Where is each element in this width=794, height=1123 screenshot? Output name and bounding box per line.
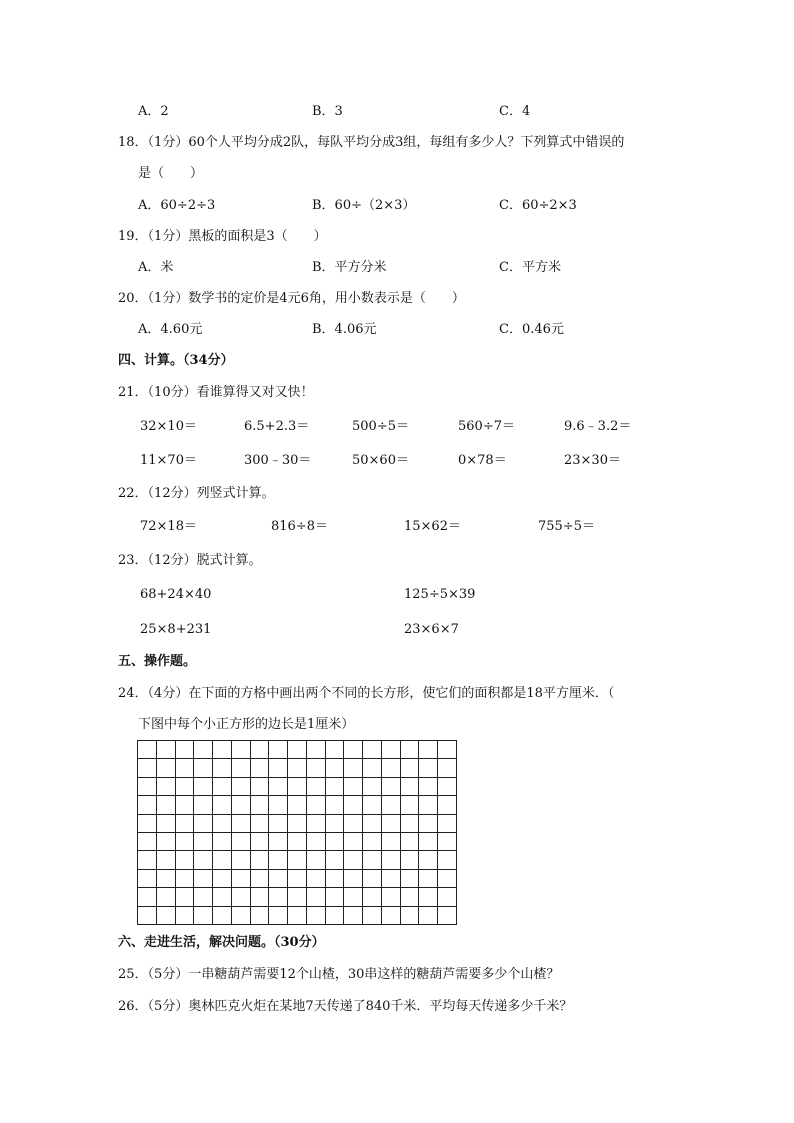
q21-row2-item: 11×70＝ (140, 453, 197, 468)
grid-cell (194, 778, 213, 796)
grid-cell (269, 796, 288, 814)
grid-cell (438, 815, 457, 833)
grid-cell (382, 815, 401, 833)
q23-item: 25×8+231 (140, 622, 212, 637)
grid-cell (138, 778, 157, 796)
q19-question: 19．（1分）黑板的面积是3（ ） (118, 229, 327, 244)
section-4-heading: 四、计算。（34分） (118, 353, 234, 368)
q21-row1-item: 32×10＝ (140, 419, 197, 434)
grid-cell (382, 888, 401, 906)
q18-option-b: B．60÷（2×3） (312, 198, 416, 213)
grid-cell (307, 741, 326, 759)
q23-item: 23×6×7 (404, 622, 459, 637)
grid-cell (363, 778, 382, 796)
grid-cell (157, 870, 176, 888)
q20-question: 20．（1分）数学书的定价是4元6角，用小数表示是（ ） (118, 291, 465, 306)
grid-cell (269, 851, 288, 869)
grid-cell (344, 833, 363, 851)
grid-cell (138, 888, 157, 906)
q21-row1-item: 6.5+2.3＝ (244, 419, 310, 434)
grid-cell (326, 870, 345, 888)
grid-cell (401, 851, 420, 869)
q17-option-c: C．4 (499, 104, 531, 119)
grid-cell (307, 778, 326, 796)
grid-cell (382, 759, 401, 777)
grid-cell (138, 741, 157, 759)
grid-cell (382, 851, 401, 869)
grid-cell (382, 778, 401, 796)
grid-cell (288, 851, 307, 869)
q19-option-a: A．米 (138, 260, 174, 275)
grid-cell (419, 870, 438, 888)
q20-option-b: B．4.06元 (312, 322, 377, 337)
grid-cell (401, 759, 420, 777)
grid-cell (288, 759, 307, 777)
q21-row2-item: 0×78＝ (458, 453, 507, 468)
q19-option-c: C．平方米 (499, 260, 561, 275)
grid-cell (419, 796, 438, 814)
grid-cell (194, 759, 213, 777)
grid-cell (269, 907, 288, 925)
q19-option-b: B．平方分米 (312, 260, 387, 275)
grid-cell (326, 833, 345, 851)
grid-cell (157, 796, 176, 814)
grid-cell (251, 741, 270, 759)
grid-cell (176, 759, 195, 777)
grid-cell (232, 759, 251, 777)
grid-cell (438, 907, 457, 925)
grid-cell (157, 851, 176, 869)
grid-cell (213, 870, 232, 888)
grid-cell (326, 851, 345, 869)
grid-cell (176, 796, 195, 814)
grid-cell (438, 741, 457, 759)
grid-cell (138, 851, 157, 869)
grid-cell (269, 870, 288, 888)
grid-cell (194, 796, 213, 814)
grid-cell (176, 888, 195, 906)
grid-cell (307, 759, 326, 777)
grid-cell (157, 741, 176, 759)
grid-cell (363, 759, 382, 777)
square-grid (137, 740, 457, 925)
grid-cell (438, 778, 457, 796)
grid-cell (419, 851, 438, 869)
grid-cell (157, 907, 176, 925)
grid-cell (344, 870, 363, 888)
grid-cell (401, 796, 420, 814)
grid-cell (138, 815, 157, 833)
grid-cell (176, 778, 195, 796)
grid-cell (363, 851, 382, 869)
grid-cell (438, 851, 457, 869)
grid-cell (138, 759, 157, 777)
grid-cell (363, 870, 382, 888)
grid-cell (232, 851, 251, 869)
grid-cell (176, 907, 195, 925)
grid-cell (176, 833, 195, 851)
grid-cell (213, 815, 232, 833)
grid-cell (157, 815, 176, 833)
q23-item: 125÷5×39 (404, 587, 476, 602)
grid-cell (138, 907, 157, 925)
grid-cell (438, 833, 457, 851)
q17-option-a: A．2 (138, 104, 169, 119)
grid-cell (344, 851, 363, 869)
grid-cell (176, 870, 195, 888)
q23-item: 68+24×40 (140, 587, 212, 602)
section-5-heading: 五、操作题。 (118, 654, 197, 669)
grid-cell (269, 815, 288, 833)
grid-cell (251, 870, 270, 888)
q18-option-a: A．60÷2÷3 (138, 198, 216, 213)
grid-cell (213, 796, 232, 814)
grid-cell (438, 796, 457, 814)
q21-question: 21．（10分）看谁算得又对又快！ (118, 385, 314, 400)
q24-question: 24．（4分）在下面的方格中画出两个不同的长方形，使它们的面积都是18平方厘米．（ (118, 686, 615, 701)
grid-cell (194, 833, 213, 851)
grid-cell (251, 815, 270, 833)
q23-question: 23．（12分）脱式计算。 (118, 553, 262, 568)
grid-cell (157, 778, 176, 796)
grid-cell (213, 851, 232, 869)
grid-cell (401, 833, 420, 851)
grid-cell (307, 815, 326, 833)
grid-cell (157, 888, 176, 906)
grid-cell (401, 888, 420, 906)
grid-cell (344, 796, 363, 814)
grid-cell (232, 796, 251, 814)
grid-cell (232, 870, 251, 888)
q24-question-cont: 下图中每个小正方形的边长是1厘米） (138, 717, 355, 732)
q20-option-a: A．4.60元 (138, 322, 203, 337)
grid-cell (419, 741, 438, 759)
q21-row1-item: 500÷5＝ (352, 419, 409, 434)
grid-cell (288, 870, 307, 888)
grid-cell (213, 741, 232, 759)
grid-cell (232, 778, 251, 796)
grid-cell (194, 888, 213, 906)
section-6-heading: 六、走进生活，解决问题。（30分） (118, 935, 325, 950)
grid-cell (326, 815, 345, 833)
grid-cell (363, 796, 382, 814)
q22-item: 755÷5＝ (538, 519, 595, 534)
grid-cell (288, 741, 307, 759)
grid-cell (307, 796, 326, 814)
grid-cell (288, 833, 307, 851)
grid-cell (363, 888, 382, 906)
grid-cell (251, 851, 270, 869)
grid-cell (307, 870, 326, 888)
grid-cell (251, 907, 270, 925)
q21-row1-item: 9.6﹣3.2＝ (564, 419, 632, 434)
grid-cell (213, 907, 232, 925)
grid-cell (232, 888, 251, 906)
q22-item: 816÷8＝ (271, 519, 328, 534)
grid-cell (307, 907, 326, 925)
grid-cell (157, 759, 176, 777)
grid-cell (419, 759, 438, 777)
grid-cell (344, 759, 363, 777)
grid-cell (401, 815, 420, 833)
grid-cell (194, 741, 213, 759)
grid-cell (307, 888, 326, 906)
grid-cell (269, 833, 288, 851)
q25-question: 25．（5分）一串糖葫芦需要12个山楂，30串这样的糖葫芦需要多少个山楂？ (118, 967, 560, 982)
grid-cell (269, 778, 288, 796)
grid-cell (344, 778, 363, 796)
grid-cell (382, 833, 401, 851)
grid-cell (157, 833, 176, 851)
grid-cell (401, 741, 420, 759)
grid-cell (288, 907, 307, 925)
grid-cell (382, 796, 401, 814)
grid-cell (232, 741, 251, 759)
grid-cell (288, 815, 307, 833)
grid-cell (438, 759, 457, 777)
grid-cell (194, 851, 213, 869)
grid-cell (344, 907, 363, 925)
grid-cell (401, 870, 420, 888)
grid-cell (363, 815, 382, 833)
grid-cell (363, 741, 382, 759)
grid-cell (363, 907, 382, 925)
grid-cell (288, 778, 307, 796)
grid-cell (251, 778, 270, 796)
grid-cell (269, 888, 288, 906)
grid-cell (363, 833, 382, 851)
grid-cell (419, 815, 438, 833)
q18-question-cont: 是（ ） (138, 166, 204, 181)
grid-cell (419, 907, 438, 925)
grid-cell (326, 907, 345, 925)
grid-cell (326, 759, 345, 777)
q22-item: 15×62＝ (404, 519, 461, 534)
grid-cell (176, 741, 195, 759)
grid-cell (232, 833, 251, 851)
q21-row2-item: 300﹣30＝ (244, 453, 312, 468)
q17-option-b: B．3 (312, 104, 343, 119)
grid-cell (232, 907, 251, 925)
q26-question: 26．（5分）奥林匹克火炬在某地7天传递了840千米．平均每天传递多少千米？ (118, 999, 573, 1014)
q18-option-c: C．60÷2×3 (499, 198, 577, 213)
q21-row1-item: 560÷7＝ (458, 419, 515, 434)
grid-cell (213, 833, 232, 851)
grid-cell (344, 741, 363, 759)
grid-cell (213, 759, 232, 777)
grid-cell (419, 888, 438, 906)
grid-cell (307, 851, 326, 869)
q20-option-c: C．0.46元 (499, 322, 564, 337)
grid-cell (251, 759, 270, 777)
grid-cell (176, 851, 195, 869)
grid-cell (401, 907, 420, 925)
grid-cell (326, 778, 345, 796)
grid-cell (382, 870, 401, 888)
grid-cell (232, 815, 251, 833)
grid-cell (269, 741, 288, 759)
grid-cell (138, 870, 157, 888)
grid-cell (269, 759, 288, 777)
grid-cell (401, 778, 420, 796)
grid-cell (307, 833, 326, 851)
grid-cell (251, 796, 270, 814)
grid-cell (326, 796, 345, 814)
q21-row2-item: 50×60＝ (352, 453, 409, 468)
q18-question: 18．（1分）60个人平均分成2队，每队平均分成3组，每组有多少人？下列算式中错误的 (118, 135, 625, 150)
grid-cell (213, 888, 232, 906)
grid-cell (251, 888, 270, 906)
grid-cell (344, 815, 363, 833)
q22-item: 72×18＝ (140, 519, 197, 534)
grid-cell (419, 778, 438, 796)
grid-cell (138, 796, 157, 814)
grid-cell (344, 888, 363, 906)
grid-cell (213, 778, 232, 796)
grid-cell (288, 888, 307, 906)
grid-cell (438, 888, 457, 906)
q21-row2-item: 23×30＝ (564, 453, 621, 468)
grid-cell (382, 741, 401, 759)
grid-cell (194, 815, 213, 833)
grid-cell (138, 833, 157, 851)
grid-cell (194, 907, 213, 925)
q22-question: 22．（12分）列竖式计算。 (118, 486, 275, 501)
grid-cell (382, 907, 401, 925)
grid-cell (288, 796, 307, 814)
grid-cell (326, 741, 345, 759)
grid-cell (194, 870, 213, 888)
grid-cell (438, 870, 457, 888)
grid-cell (419, 833, 438, 851)
grid-cell (326, 888, 345, 906)
grid-cell (176, 815, 195, 833)
grid-cell (251, 833, 270, 851)
